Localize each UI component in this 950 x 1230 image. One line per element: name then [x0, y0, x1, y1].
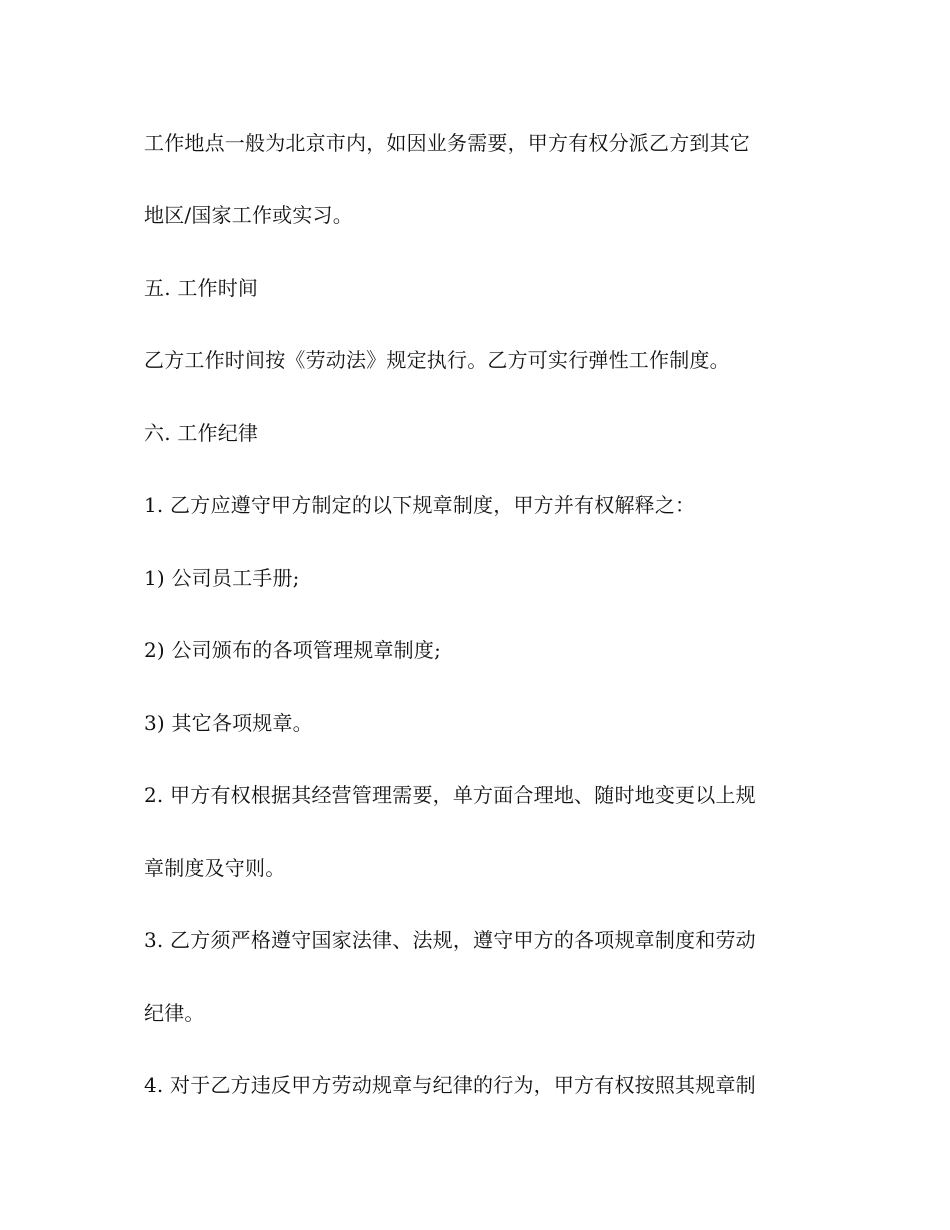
list-item: 3) 其它各项规章。	[144, 711, 313, 735]
text-line: 章制度及守则。	[144, 856, 286, 880]
text-line: 4. 对于乙方违反甲方劳动规章与纪律的行为，甲方有权按照其规章制	[144, 1073, 756, 1097]
text-line: 乙方工作时间按《劳动法》规定执行。乙方可实行弹性工作制度。	[144, 348, 730, 372]
text-line: 3. 乙方须严格遵守国家法律、法规，遵守甲方的各项规章制度和劳动	[144, 928, 756, 952]
section-heading: 五. 工作时间	[144, 276, 259, 300]
text-line: 2. 甲方有权根据其经营管理需要，单方面合理地、随时地变更以上规	[144, 783, 756, 807]
list-item: 2) 公司颁布的各项管理规章制度;	[144, 638, 442, 662]
text-line: 工作地点一般为北京市内，如因业务需要，甲方有权分派乙方到其它	[144, 131, 750, 155]
text-line: 地区/国家工作或实习。	[144, 203, 353, 227]
text-line: 纪律。	[144, 1001, 205, 1025]
section-heading: 六. 工作纪律	[144, 421, 259, 445]
list-item: 1) 公司员工手册;	[144, 566, 300, 590]
text-line: 1. 乙方应遵守甲方制定的以下规章制度，甲方并有权解释之：	[144, 493, 696, 517]
